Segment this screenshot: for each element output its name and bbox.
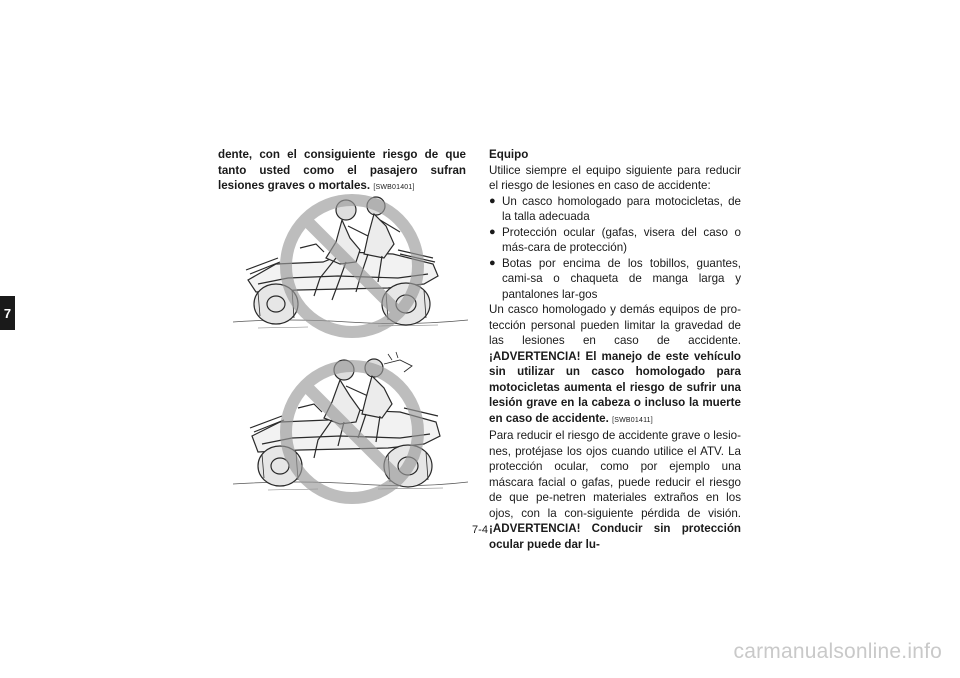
warning-text: dente, con el consiguiente riesgo de que tanto usted como el pasajero sufran lesiones graves o mortales. — [218, 148, 466, 192]
no-passenger-illustration — [228, 192, 473, 344]
equipment-list — [489, 194, 741, 303]
right-column — [489, 147, 741, 552]
bullet-icon: ● — [489, 225, 496, 238]
eye-protection-warning: ¡ADVERTENCIA! Conducir sin protección ocular puede dar lu- — [489, 522, 741, 551]
no-eye-protection-illustration — [228, 350, 473, 510]
helmet-paragraph: Un casco homologado y demás equipos de pro-tección personal pueden limitar la gravedad de las lesiones en caso de accidente. ¡ADVERTENCIA! El manejo de este vehículo sin utilizar un casco homologado para motocicletas aumenta el riesgo de sufrir una lesión grave en la cabeza o incluso la muerte en caso de accidente. [SWB01411] — [489, 303, 741, 425]
helmet-warning-code: [SWB01411] — [612, 416, 653, 424]
left-column — [218, 147, 466, 196]
watermark: carmanualsonline.info — [733, 640, 942, 663]
warning-continuation — [218, 147, 466, 196]
warning-code: [SWB01401] — [373, 184, 415, 191]
bullet-icon: ● — [489, 194, 496, 207]
eye-protection-paragraph: Para reducir el riesgo de accidente grave o lesio-nes, protéjase los ojos cuando utilice el ATV. La protección ocular, como por ejemplo una máscara facial o gafas, puede reducir el riesgo de que pe-netren materiales extraños en los ojos, con la con-siguiente pérdida de visión. ¡ADVERTENCIA! Conducir sin protección ocular puede dar lu- — [489, 429, 741, 551]
intro-paragraph: Utilice siempre el equipo siguiente para reducir el riesgo de lesiones en caso de accidente: — [489, 163, 741, 192]
list-item: ● Un casco homologado para motocicletas, de la talla adecuada — [489, 194, 741, 223]
bullet-icon: ● — [489, 256, 496, 269]
page-number: 7-4 — [472, 524, 488, 536]
chapter-tab: 7 — [0, 296, 15, 330]
section-title-equipo: Equipo — [489, 148, 529, 161]
helmet-warning: ¡ADVERTENCIA! El manejo de este vehículo sin utilizar un casco homologado para motocicletas aumenta el riesgo de sufrir una lesión grave en la cabeza o incluso la muerte en caso de accidente. — [489, 349, 741, 425]
list-item: ● Protección ocular (gafas, visera del caso o más-cara de protección) — [489, 225, 741, 254]
list-item: ● Botas por encima de los tobillos, guantes, cami-sa o chaqueta de manga larga y pantalones lar-gos — [489, 256, 741, 301]
